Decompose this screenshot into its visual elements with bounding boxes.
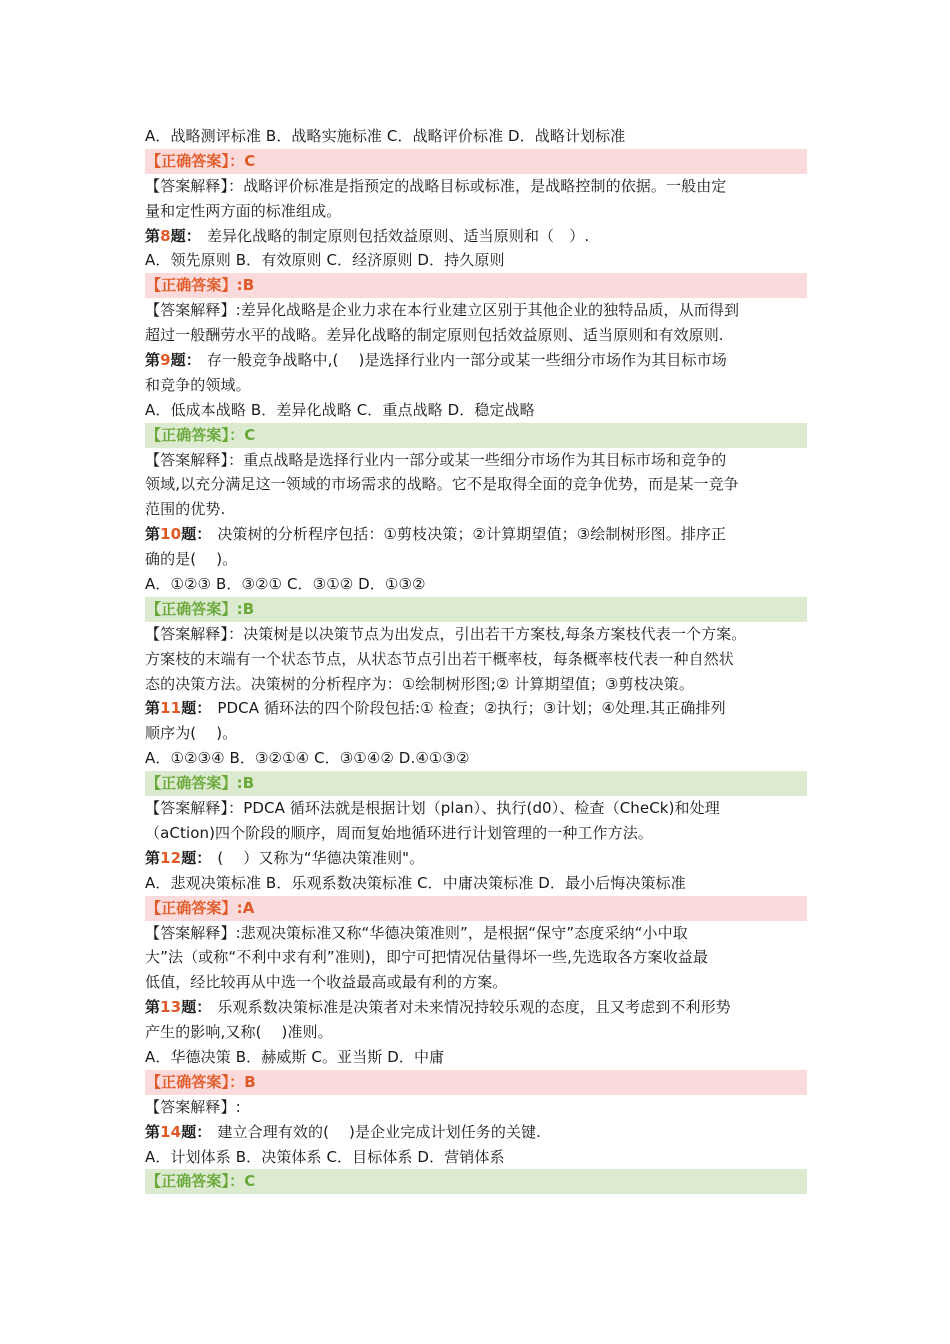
text-line: 量和定性两方面的标准组成。: [145, 201, 342, 220]
question-heading: [145, 1120, 807, 1145]
text-line: 顺序为( )。: [145, 724, 238, 743]
question-heading: [145, 846, 807, 871]
correct-answer-bar: 【正确答案】：B: [145, 1070, 807, 1095]
question-suffix: 题：: [181, 699, 212, 718]
question-text: 建立合理有效的( )是企业完成计划任务的关键.: [217, 1122, 542, 1141]
question-heading: [145, 995, 807, 1020]
question-number: 13: [160, 998, 182, 1017]
question-number: 9: [160, 351, 171, 370]
text-line: A．领先原则 B．有效原则 C．经济原则 D．持久原则: [145, 251, 505, 270]
question-text: PDCA 循环法的四个阶段包括:① 检查；②执行；③计划；④处理.其正确排列: [217, 699, 726, 718]
question-heading: [145, 696, 807, 721]
correct-answer-bar: 【正确答案】：C: [145, 1169, 807, 1194]
text-line: 确的是( )。: [145, 550, 238, 569]
text-line: 领域,以充分满足这一领域的市场需求的战略。它不是取得全面的竞争优势，而是某一竞争: [145, 475, 739, 494]
question-prefix: 第: [145, 351, 161, 370]
question-suffix: 题：: [170, 351, 201, 370]
text-line: 态的决策方法。决策树的分析程序为：①绘制树形图;② 计算期望值；③剪枝决策。: [145, 674, 694, 693]
text-line: 【答案解释】:: [145, 1097, 241, 1116]
question-text: 差异化战略的制定原则包括效益原则、适当原则和（ ）.: [206, 226, 590, 245]
question-suffix: 题：: [170, 226, 201, 245]
question-prefix: 第: [145, 848, 161, 867]
question-text: 决策树的分析程序包括：①剪枝决策；②计算期望值；③绘制树形图。排序正: [217, 525, 727, 544]
question-prefix: 第: [145, 998, 161, 1017]
question-number: 8: [160, 226, 171, 245]
question-text: 乐观系数决策标准是决策者对未来情况持较乐观的态度，且又考虑到不利形势: [217, 998, 731, 1017]
text-line: 【答案解释】：PDCA 循环法就是根据计划（plan）、执行(d0）、检查（CheCk)和处理: [145, 799, 720, 818]
question-heading: [145, 224, 807, 249]
text-line: 【答案解释】：重点战略是选择行业内一部分或某一些细分市场作为其目标市场和竞争的: [145, 450, 727, 469]
text-line: 超过一般酬劳水平的战略。差异化战略的制定原则包括效益原则、适当原则和有效原则.: [145, 326, 724, 345]
correct-answer-bar: 【正确答案】:B: [145, 597, 807, 622]
text-line: 产生的影响,又称( )准则。: [145, 1023, 333, 1042]
question-prefix: 第: [145, 226, 161, 245]
question-text: 存一般竞争战略中,( )是选择行业内一部分或某一些细分市场作为其目标市场: [206, 351, 727, 370]
question-number: 11: [160, 699, 182, 718]
question-suffix: 题：: [181, 848, 212, 867]
text-line: A．华德决策 B．赫威斯 C。亚当斯 D．中庸: [145, 1047, 445, 1066]
text-line: 和竞争的领域。: [145, 375, 251, 394]
question-prefix: 第: [145, 525, 161, 544]
text-line: A．①②③④ B．③②①④ C．③①④② D.④①③②: [145, 749, 470, 768]
question-prefix: 第: [145, 1122, 161, 1141]
document-body: [145, 124, 807, 1194]
correct-answer-bar: 【正确答案】:A: [145, 896, 807, 921]
correct-answer-bar: 【正确答案】：C: [145, 423, 807, 448]
text-line: A．计划体系 B．决策体系 C．目标体系 D．营销体系: [145, 1147, 505, 1166]
text-line: 大”法（或称“不利中求有利”准则)，即宁可把情况估量得坏一些,先选取各方案收益最: [145, 948, 708, 967]
text-line: （aCtion)四个阶段的顺序，周而复始地循环进行计划管理的一种工作方法。: [145, 823, 653, 842]
question-number: 12: [160, 848, 182, 867]
question-suffix: 题：: [181, 998, 212, 1017]
text-line: 【答案解释】：战略评价标准是指预定的战略目标或标准，是战略控制的依据。一般由定: [145, 176, 727, 195]
text-line: 范围的优势.: [145, 500, 226, 519]
correct-answer-bar: 【正确答案】:B: [145, 771, 807, 796]
text-line: A．①②③ B．③②① C．③①② D．①③②: [145, 575, 426, 594]
text-line: A．低成本战略 B．差异化战略 C．重点战略 D．稳定战略: [145, 400, 535, 419]
question-number: 10: [160, 525, 182, 544]
text-line: 【答案解释】：决策树是以决策节点为出发点，引出若干方案枝,每条方案枝代表一个方案。: [145, 624, 747, 643]
question-suffix: 题：: [181, 1122, 212, 1141]
text-line: 【答案解释】:悲观决策标准又称“华德决策准则”，是根据“保守”态度采纳“小中取: [145, 923, 688, 942]
text-line: 【答案解释】:差异化战略是企业力求在本行业建立区别于其他企业的独特品质，从而得到: [145, 301, 740, 320]
question-prefix: 第: [145, 699, 161, 718]
correct-answer-bar: 【正确答案】:B: [145, 273, 807, 298]
question-heading: [145, 522, 807, 547]
question-number: 14: [160, 1122, 182, 1141]
question-heading: [145, 348, 807, 373]
text-line: 低值，经比较再从中选一个收益最高或最有利的方案。: [145, 973, 508, 992]
text-line: 方案枝的末端有一个状态节点，从状态节点引出若干概率枝，每条概率枝代表一种自然状: [145, 649, 734, 668]
question-suffix: 题：: [181, 525, 212, 544]
text-line: A．战略测评标准 B．战略实施标准 C．战略评价标准 D．战略计划标准: [145, 127, 626, 145]
text-line: A．悲观决策标准 B．乐观系数决策标准 C．中庸决策标准 D．最小后悔决策标准: [145, 873, 686, 892]
question-text: ( ）又称为“华德决策准则"。: [217, 848, 425, 867]
correct-answer-bar: 【正确答案】：C: [145, 149, 807, 174]
